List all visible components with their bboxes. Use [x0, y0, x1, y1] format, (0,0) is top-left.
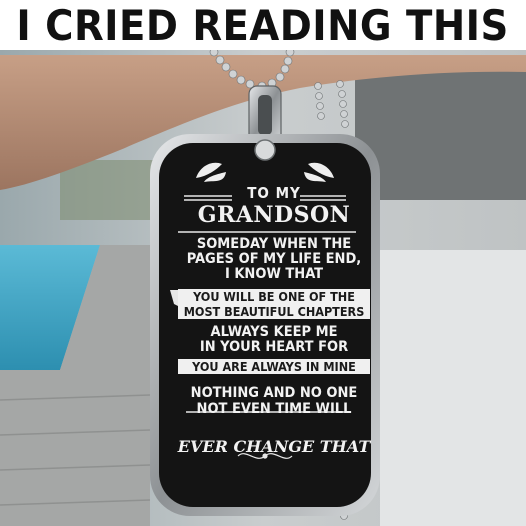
tag-line: PAGES OF MY LIFE END,	[186, 251, 362, 268]
tag-line: ALWAYS KEEP ME	[210, 323, 338, 340]
tag-line: NOTHING AND NO ONE	[190, 385, 358, 402]
tag-line: I KNOW THAT	[224, 266, 324, 283]
bail-ring-inner	[258, 95, 272, 135]
tag-hole	[255, 140, 275, 160]
headline-banner	[0, 0, 526, 50]
tag-engraving	[168, 176, 380, 456]
tag-band-line: MOST BEAUTIFUL CHAPTERS	[178, 304, 370, 319]
tag-closing: EVER CHANGE THAT	[177, 436, 371, 456]
headline-text: I CRIED READING THIS	[16, 0, 510, 50]
tag-line: IN YOUR HEART FOR	[199, 338, 349, 355]
tag-band-line: YOU ARE ALWAYS IN MINE	[178, 359, 370, 374]
white-column	[380, 250, 526, 526]
tag-line: NOT EVEN TIME WILL	[196, 400, 352, 417]
dark-wall	[355, 60, 526, 200]
tag-line: SOMEDAY WHEN THE	[196, 235, 352, 252]
tag-heading: TO MY	[247, 184, 301, 202]
tag-recipient: GRANDSON	[197, 201, 351, 228]
tag-band-line: YOU WILL BE ONE OF THE	[178, 289, 370, 304]
